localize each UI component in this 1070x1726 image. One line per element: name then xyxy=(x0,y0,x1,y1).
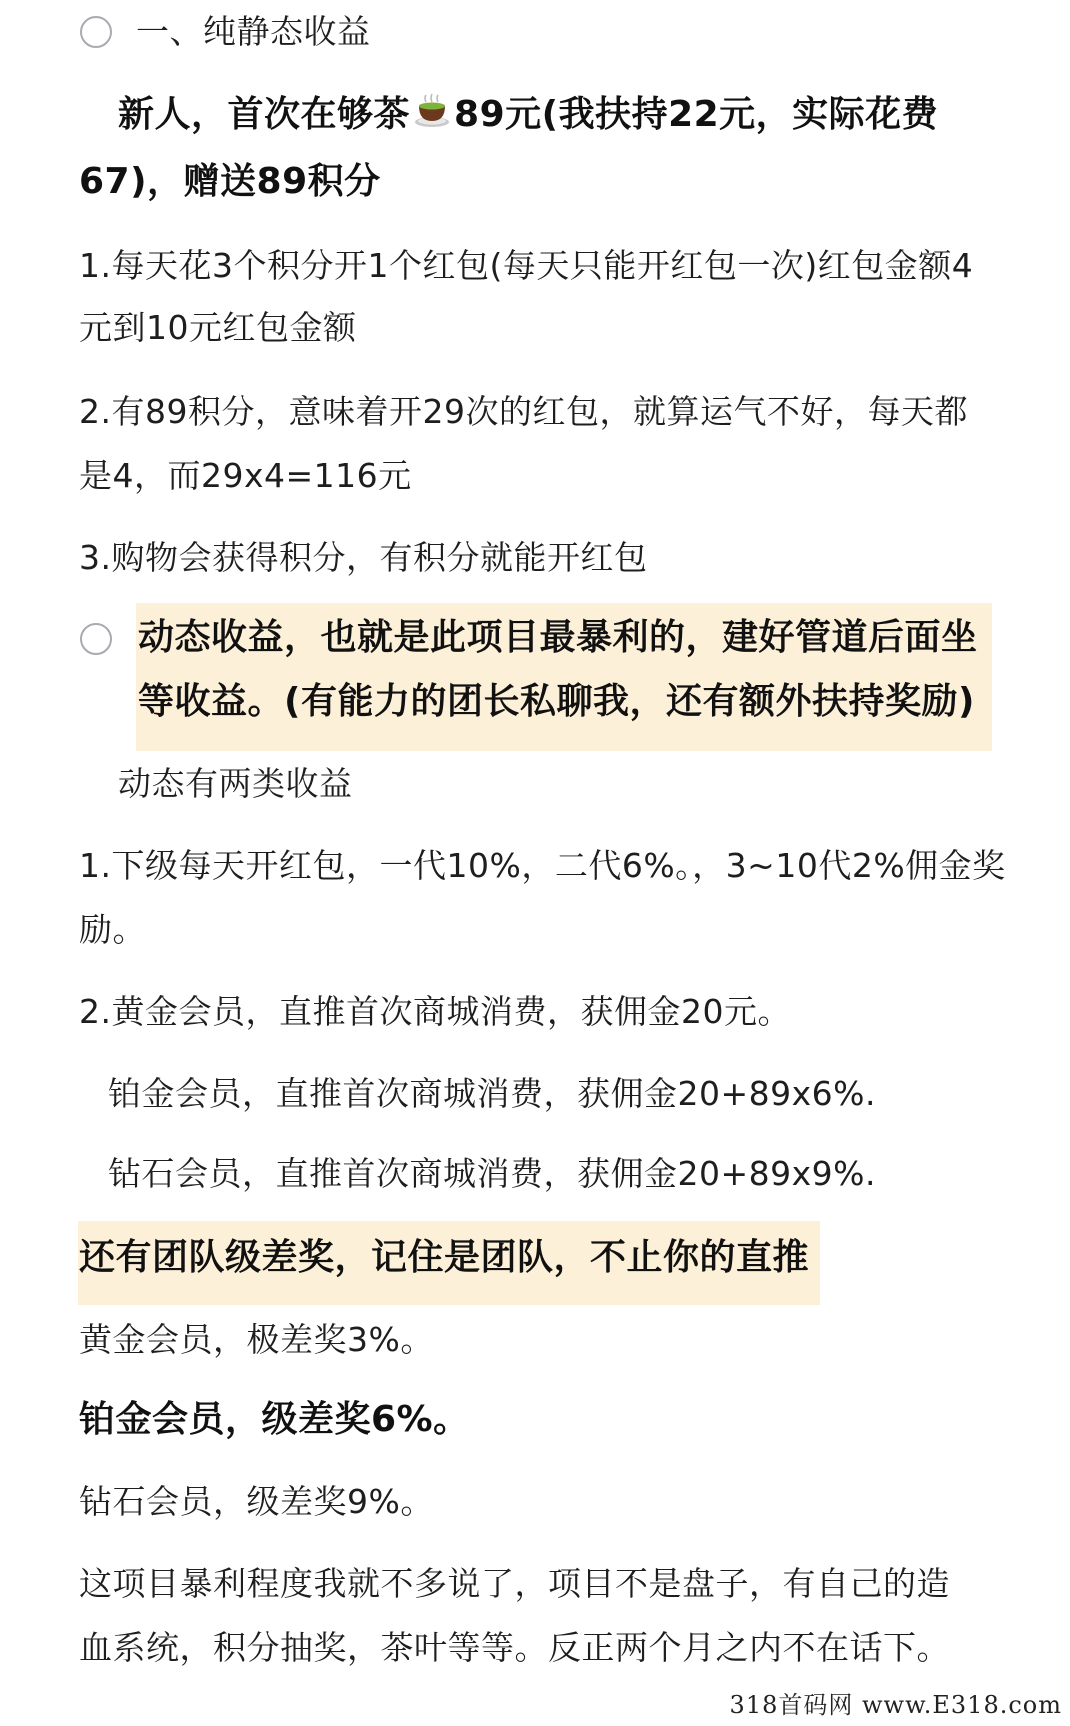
teacup-icon xyxy=(412,92,452,132)
dynamic-item-2-diamond: 钻石会员，直推首次商城消费，获佣金20+89x9%. xyxy=(108,1154,877,1193)
checkbox-circle-icon[interactable] xyxy=(80,623,112,655)
intro-line-1 xyxy=(118,92,938,137)
team-heading: 还有团队级差奖，记住是团队，不止你的直推 xyxy=(79,1237,810,1278)
dynamic-heading-line-1: 动态收益，也就是此项目最暴利的，建好管道后面坐 xyxy=(138,617,978,658)
dynamic-heading-line-2: 等收益。(有能力的团长私聊我，还有额外扶持奖励) xyxy=(138,681,975,722)
intro-line-1-part-b: 89元(我扶持22元，实际花费 xyxy=(454,94,939,135)
dynamic-item-1-line-1: 1.下级每天开红包，一代10%，二代6%。，3~10代2%佣金奖 xyxy=(79,846,1006,885)
static-item-2-line-1: 2.有89积分，意味着开29次的红包，就算运气不好，每天都 xyxy=(79,392,968,431)
closing-line-1: 这项目暴利程度我就不多说了，项目不是盘子，有自己的造 xyxy=(79,1564,950,1603)
dynamic-item-2-platinum: 铂金会员，直推首次商城消费，获佣金20+89x6%. xyxy=(108,1074,877,1113)
static-item-3: 3.购物会获得积分，有积分就能开红包 xyxy=(79,538,648,577)
team-platinum: 铂金会员，级差奖6%。 xyxy=(79,1399,470,1440)
dynamic-item-2-gold: 2.黄金会员，直推首次商城消费，获佣金20元。 xyxy=(79,992,791,1031)
intro-line-2: 67)，赠送89积分 xyxy=(79,161,381,202)
team-diamond: 钻石会员，级差奖9%。 xyxy=(79,1482,434,1521)
dynamic-item-1-line-2: 励。 xyxy=(79,910,146,949)
checkbox-circle-icon[interactable] xyxy=(80,16,112,48)
closing-line-2: 血系统，积分抽奖，茶叶等等。反正两个月之内不在话下。 xyxy=(79,1628,950,1667)
dynamic-subheading: 动态有两类收益 xyxy=(118,764,353,803)
site-watermark: 318首码网 www.E318.com xyxy=(729,1691,1062,1719)
team-gold: 黄金会员，极差奖3%。 xyxy=(79,1320,434,1359)
static-item-2-line-2: 是4，而29x4=116元 xyxy=(79,456,412,495)
static-item-1-line-2: 元到10元红包金额 xyxy=(79,308,357,347)
static-income-heading: 一、纯静态收益 xyxy=(136,12,371,51)
intro-line-1-part-a: 新人，首次在够茶 xyxy=(118,94,411,135)
static-item-1-line-1: 1.每天花3个积分开1个红包(每天只能开红包一次)红包金额4 xyxy=(79,246,974,285)
